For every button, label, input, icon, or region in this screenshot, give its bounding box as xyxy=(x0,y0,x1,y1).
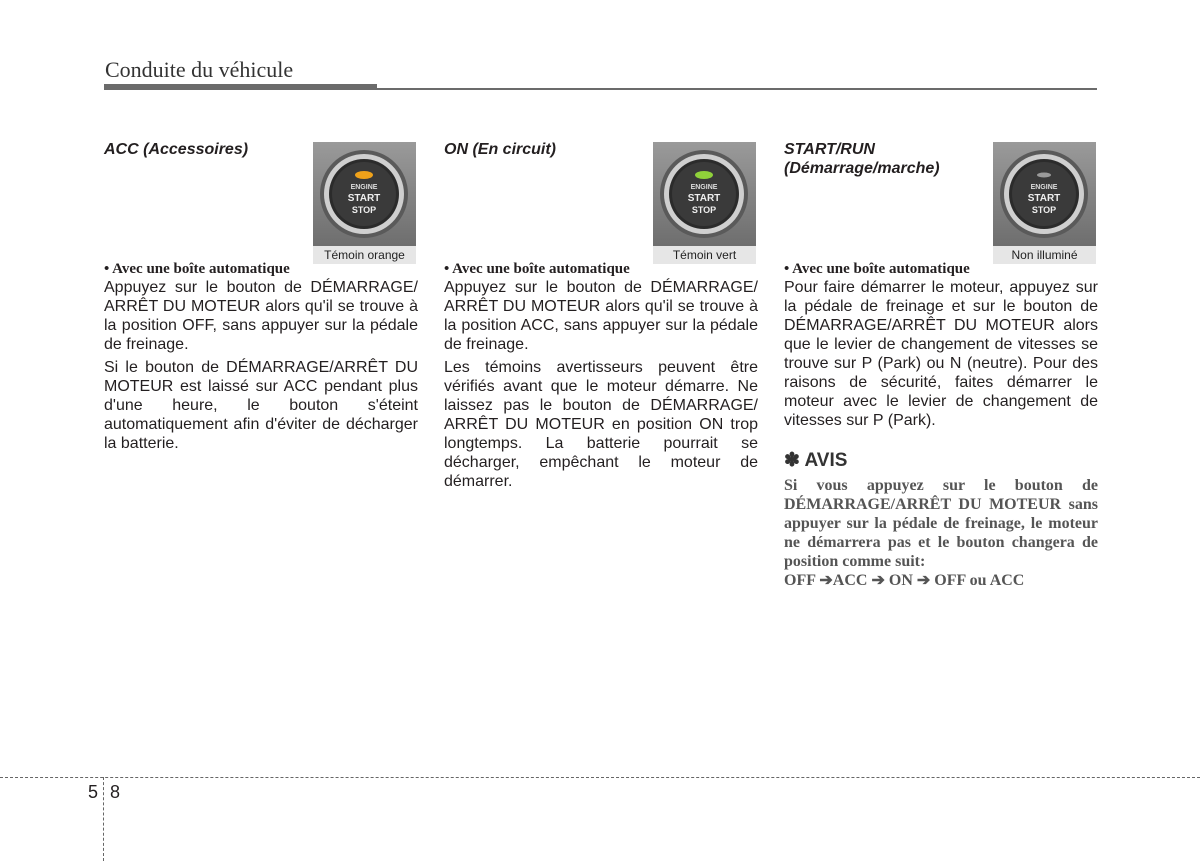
figure-caption: Témoin vert xyxy=(653,246,756,264)
header-rule-accent xyxy=(104,84,377,90)
engine-button-figure xyxy=(653,142,756,264)
page-number: 8 xyxy=(110,782,121,802)
chapter-number: 5 xyxy=(88,782,99,802)
engine-start-stop-button-image xyxy=(993,142,1096,246)
footer-rule xyxy=(0,777,1200,778)
avis-sequence: OFF ➔ACC ➔ ON ➔ OFF ou ACC xyxy=(784,572,1025,589)
paragraph: Les témoins avertisseurs peuvent être vérifiés avant que le moteur démarre. Ne laissez pas le bouton de DÉMARRAGE/ ARRÊT DU MOTEUR en position ON trop longtemps. La batterie pourrait se décharger, empêchant le moteur de démarrer. xyxy=(444,359,758,490)
footer-divider xyxy=(103,777,104,861)
mode-heading: START/RUN (Démarrage/marche) xyxy=(784,141,940,177)
button-label-stop: STOP xyxy=(691,205,717,215)
avis-text: Si vous appuyez sur le bouton de DÉMARRAGE/ARRÊT DU MOTEUR sans appuyer sur la pédale de freinage, le moteur ne démarrera pas et le bouton changera de position comme suit: xyxy=(784,477,1098,570)
button-label-stop: STOP xyxy=(1031,205,1057,215)
mode-heading: ACC (Accessoires) xyxy=(104,141,249,158)
button-label-engine: ENGINE xyxy=(690,184,718,191)
avis-heading: ✽ AVIS xyxy=(784,450,848,471)
header-rule xyxy=(377,88,1097,90)
indicator-light xyxy=(355,171,373,179)
button-label-engine: ENGINE xyxy=(350,184,378,191)
paragraph: Appuyez sur le bouton de DÉMARRAGE/ ARRÊT DU MOTEUR alors qu'il se trouve à la position OFF, sans appuyer sur la pédale de freinage. xyxy=(104,279,418,353)
figure-caption: Témoin orange xyxy=(313,246,416,264)
engine-button-figure xyxy=(313,142,416,264)
paragraph: Appuyez sur le bouton de DÉMARRAGE/ ARRÊT DU MOTEUR alors qu'il se trouve à la position ACC, sans appuyer sur la pédale de freinage. xyxy=(444,279,758,353)
mode-heading: ON (En circuit) xyxy=(444,141,557,158)
indicator-light xyxy=(695,171,713,179)
engine-start-stop-button-image xyxy=(313,142,416,246)
bullet-heading: • Avec une boîte automatique xyxy=(784,261,970,277)
paragraph: Si le bouton de DÉMARRAGE/ARRÊT DU MOTEUR est laissé sur ACC pendant plus d'une heure, le bouton s'éteint automatiquement afin d'éviter de décharger la batterie. xyxy=(104,359,418,452)
engine-button-figure xyxy=(993,142,1096,264)
figure-caption: Non illuminé xyxy=(993,246,1096,264)
bullet-heading: • Avec une boîte automatique xyxy=(104,261,290,277)
indicator-light xyxy=(1037,173,1051,178)
button-label-start: START xyxy=(687,193,721,204)
bullet-heading: • Avec une boîte automatique xyxy=(444,261,630,277)
button-label-stop: STOP xyxy=(351,205,377,215)
button-label-start: START xyxy=(1027,193,1061,204)
button-label-engine: ENGINE xyxy=(1030,184,1058,191)
button-label-start: START xyxy=(347,193,381,204)
engine-start-stop-button-image xyxy=(653,142,756,246)
paragraph: Pour faire démarrer le moteur, appuyez sur la pédale de freinage et sur le bouton de DÉMARRAGE/ARRÊT DU MOTEUR alors que le levier de changement de vitesses se trouve sur P (Park) ou N (neutre). Pour des raisons de sécurité, faites démarrer le moteur avec le levier de changement de vitesses sur P (Park). xyxy=(784,279,1098,429)
column-body xyxy=(444,260,758,495)
column-body xyxy=(784,260,1098,590)
page-title: Conduite du véhicule xyxy=(105,57,294,82)
column-body xyxy=(104,260,418,457)
